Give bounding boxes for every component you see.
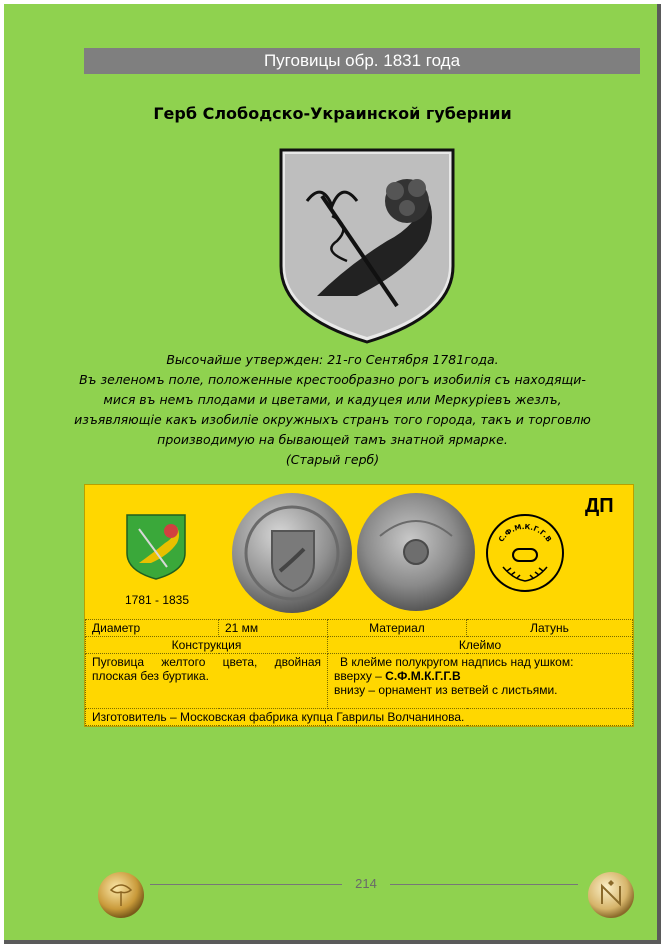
caption-line: производимую на бывающей тамъ знатной ярмарке. — [157, 432, 508, 447]
caption-line: Высочайше утвержден: 21-го Сентября 1781года. — [166, 352, 499, 367]
mark-line: В клейме полукругом надпись над ушком: — [340, 655, 574, 669]
caption-line: (Старый герб) — [285, 452, 380, 467]
table-row — [86, 654, 633, 709]
table-row — [86, 637, 633, 654]
diameter-value: 21 мм — [219, 620, 328, 637]
footer-divider-right — [390, 884, 578, 885]
construction-text: Пуговица желтого цвета, двойная плоская без буртика. — [86, 654, 328, 709]
mark-label: Клеймо — [328, 637, 633, 654]
material-value: Латунь — [467, 620, 633, 637]
table-row — [86, 620, 633, 637]
caption-line: мися въ немъ плодами и цветами, и кадуцея или Меркуріевъ жезлъ, — [103, 392, 562, 407]
section-banner: Пуговицы обр. 1831 года — [84, 48, 640, 74]
material-label: Материал — [328, 620, 467, 637]
specs-table — [85, 619, 633, 726]
button-front-photo — [230, 491, 354, 615]
mark-line: внизу – орнамент из ветвей с листьями. — [334, 683, 558, 697]
coat-of-arms-image — [277, 146, 457, 346]
hallmark-text: С.Ф.М.К.Г.Г.В — [497, 522, 553, 544]
years-range: 1781 - 1835 — [124, 593, 190, 607]
page-heading: Герб Слободско-Украинской губернии — [153, 104, 512, 123]
construction-label: Конструкция — [86, 637, 328, 654]
hallmark-drawing — [485, 513, 565, 593]
page-number: 214 — [355, 876, 377, 891]
eagle-button-icon — [96, 870, 146, 920]
image-row — [85, 485, 633, 617]
page — [4, 4, 661, 944]
mark-text — [328, 654, 633, 709]
table-row — [86, 709, 633, 726]
mark-inscription: С.Ф.М.К.Г.Г.В — [385, 669, 461, 683]
catalog-code: ДП — [585, 495, 614, 517]
button-back-photo — [355, 491, 477, 613]
maker-text: Изготовитель – Московская фабрика купца Гаврилы Волчанинова. — [86, 709, 633, 726]
small-coat-of-arms-image — [125, 513, 187, 581]
footer-divider-left — [150, 884, 342, 885]
caption-line: Въ зеленомъ поле, положенные крестообразно рогъ изобилія съ находящи- — [79, 372, 586, 387]
mark-line-prefix: вверху – — [334, 669, 386, 683]
caption-line: изъявляющіе какъ изобиліе окружныхъ странъ того города, такъ и торговлю — [74, 412, 591, 427]
coat-description — [64, 350, 601, 470]
monogram-button-icon — [586, 870, 636, 920]
button-info-card — [84, 484, 634, 727]
diameter-label: Диаметр — [86, 620, 219, 637]
mark-line — [334, 669, 626, 683]
